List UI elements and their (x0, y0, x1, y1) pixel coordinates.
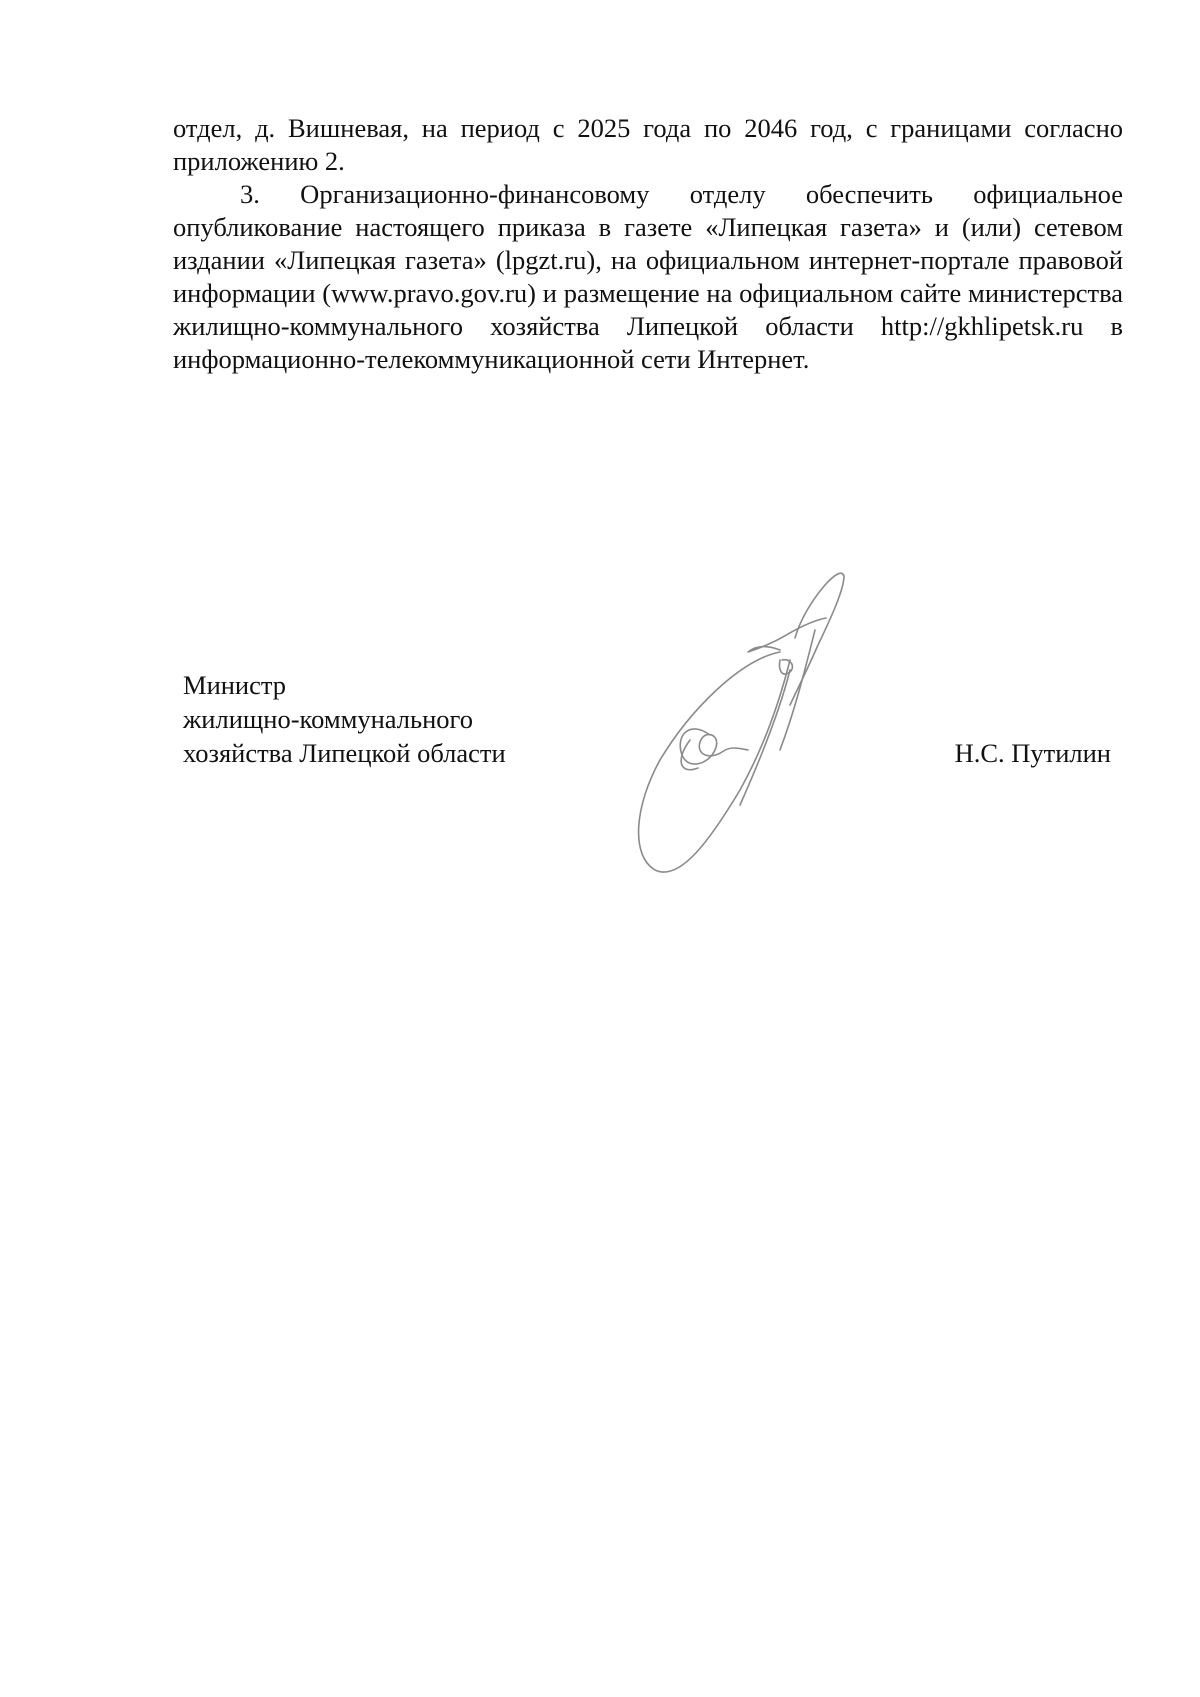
paragraph-item-3: 3. Организационно-финансовому отделу обеспечить официальное опубликование настоящего приказа в газете «Липецкая газета» и (или) сетевом издании «Липецкая газета» (lpgzt.ru), на официальном интернет-портале правовой информации (www.pravo.gov.ru) и размещение на официальном сайте министерства жилищно-коммунального хозяйства Липецкой области http://gkhlipetsk.ru в информационно-телекоммуникационной сети Интернет. (173, 179, 1123, 374)
signatory-title-line-2: жилищно-коммунального (183, 704, 473, 734)
paragraph-continuation: отдел, д. Вишневая, на период с 2025 года по 2046 год, с границами согласно приложению 2. (173, 113, 1123, 176)
signatory-title-line-1: Министр (183, 670, 287, 700)
signatory-title (183, 668, 506, 770)
signatory-title-line-3: хозяйства Липецкой области (183, 738, 506, 768)
signatory-name: Н.С. Путилин (954, 738, 1111, 768)
document-body (173, 112, 1123, 376)
handwritten-signature-icon (630, 560, 930, 880)
